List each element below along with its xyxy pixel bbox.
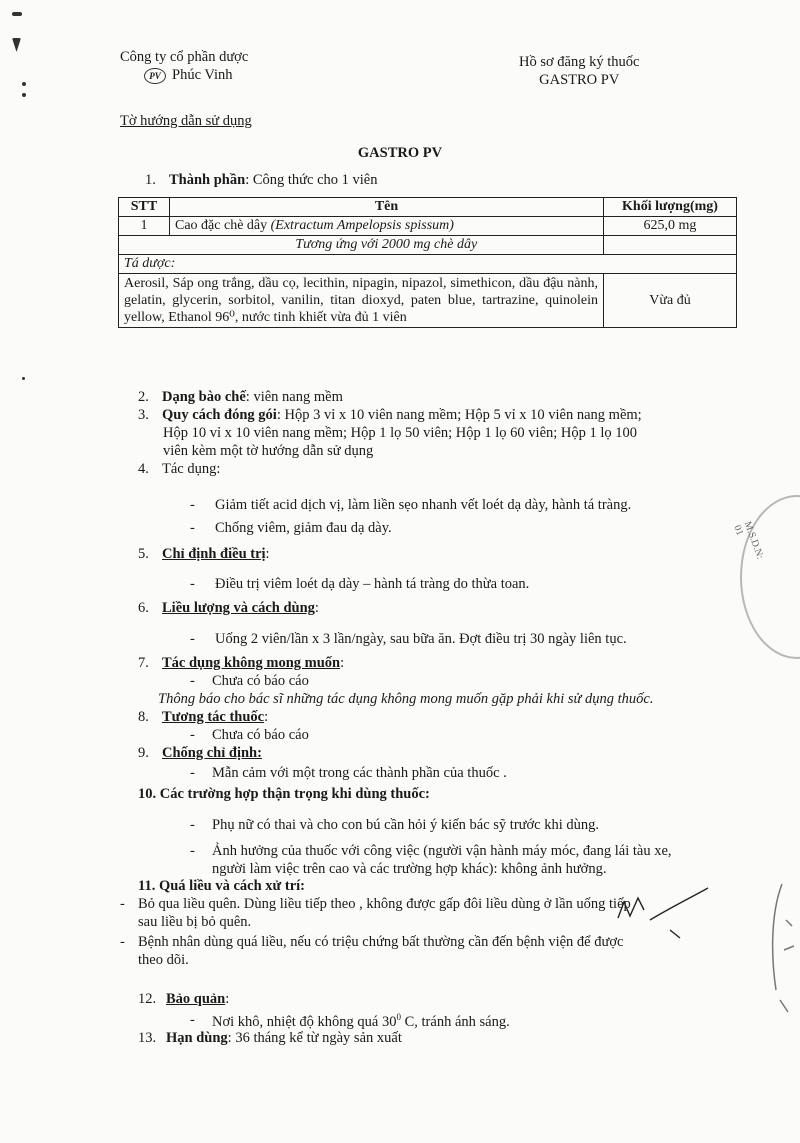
scan-mark bbox=[12, 12, 22, 16]
company-line1: Công ty cổ phần dược bbox=[120, 49, 249, 65]
section-13: 13. Hạn dùng: 36 tháng kể từ ngày sản xuất bbox=[138, 1030, 402, 1046]
col-stt: STT bbox=[119, 198, 170, 217]
table-row: Tương ứng với 2000 mg chè dây bbox=[119, 236, 737, 255]
section-12: 12. Bảo quản: bbox=[138, 991, 230, 1007]
section-10: 10. Các trường hợp thận trọng khi dùng thuốc: bbox=[138, 786, 430, 802]
section-8: 8. Tương tác thuốc: bbox=[138, 709, 269, 725]
scan-mark bbox=[22, 82, 26, 86]
stamp-text: M.S.D.N: 01 bbox=[731, 520, 766, 561]
table-row: Tá dược: bbox=[119, 255, 737, 274]
company-line2: Phúc Vinh bbox=[172, 67, 233, 83]
table-header-row bbox=[119, 198, 737, 217]
company-logo: PV bbox=[144, 68, 166, 84]
section-9: 9. Chống chỉ định: bbox=[138, 745, 262, 761]
section-7: 7. Tác dụng không mong muốn: bbox=[138, 655, 345, 671]
signature bbox=[610, 880, 720, 950]
scan-mark bbox=[22, 93, 26, 97]
dossier-line1: Hồ sơ đăng ký thuốc bbox=[519, 54, 640, 70]
section-5: 5. Chỉ định điều trị: bbox=[138, 546, 270, 562]
table-row: Aerosil, Sáp ong trắng, dầu cọ, lecithin, nipagin, nipazol, simethicon, dầu đậu nành, gelatin, glycerin, sorbitol, vanilin, titan dioxyd, paten blue, tartrazine, quinolein yellow, Ethanol 96⁰, nước tinh khiết vừa đủ 1 viên Vừa đủ bbox=[119, 274, 737, 328]
scan-mark bbox=[12, 38, 21, 52]
stamp-fragment bbox=[762, 880, 800, 1020]
company-header bbox=[120, 48, 248, 84]
section-1: 1. Thành phần: Công thức cho 1 viên bbox=[145, 172, 378, 188]
dossier-line2: GASTRO PV bbox=[539, 72, 620, 88]
section-3: 3. Quy cách đóng gói: Hộp 3 vỉ x 10 viên nang mềm; Hộp 5 vỉ x 10 viên nang mềm; bbox=[138, 407, 642, 423]
page-title: GASTRO PV bbox=[357, 145, 443, 161]
section-11: 11. Quá liều và cách xử trí: bbox=[138, 878, 305, 894]
scan-mark bbox=[22, 377, 25, 380]
col-mass: Khối lượng(mg) bbox=[604, 198, 737, 217]
composition-table bbox=[118, 197, 737, 328]
table-row: 1 Cao đặc chè dây (Extractum Ampelopsis spissum) 625,0 mg bbox=[119, 217, 737, 236]
stamp bbox=[740, 495, 800, 659]
section-4: 4. Tác dụng: bbox=[138, 461, 221, 477]
section-2: 2. Dạng bào chế: viên nang mềm bbox=[138, 389, 343, 405]
doc-label: Tờ hướng dẫn sử dụng bbox=[120, 113, 252, 129]
dossier-header bbox=[519, 53, 639, 89]
section-6: 6. Liều lượng và cách dùng: bbox=[138, 600, 319, 616]
col-name: Tên bbox=[170, 198, 604, 217]
